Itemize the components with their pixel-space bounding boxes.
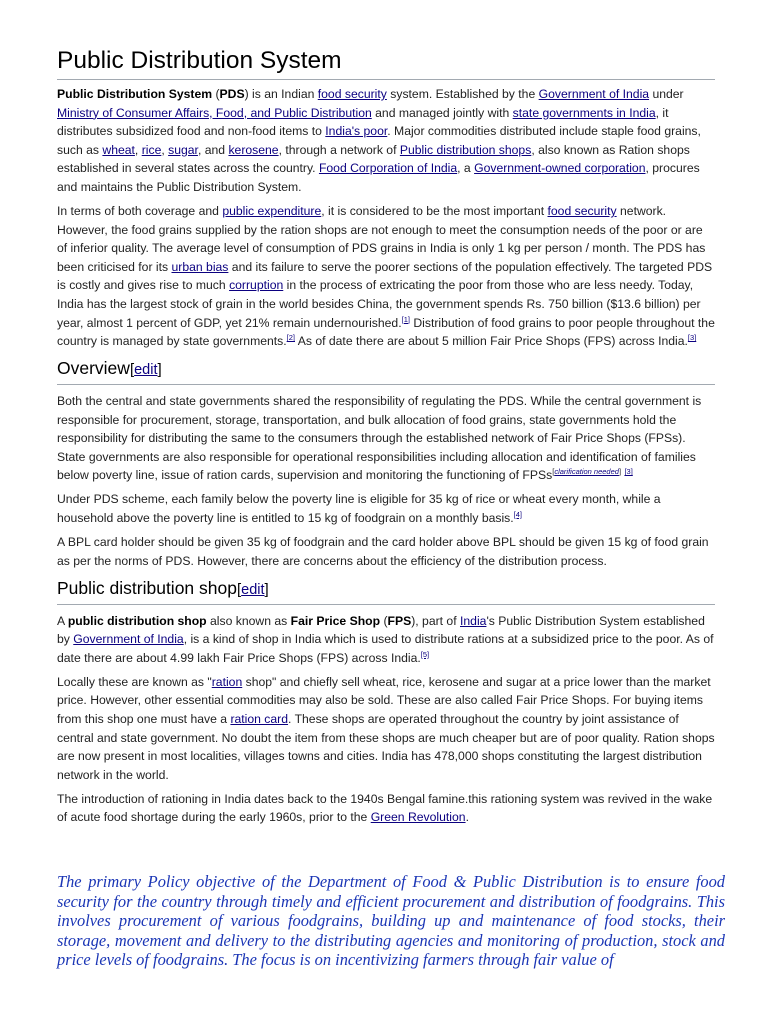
link-ration[interactable]: ration <box>211 674 243 689</box>
intro-paragraph <box>57 85 715 197</box>
bold-term: Fair Price Shop <box>290 613 381 628</box>
link-public-expenditure[interactable]: public expenditure <box>222 203 322 218</box>
link-green-revolution[interactable]: Green Revolution <box>370 810 466 825</box>
citation <box>402 315 410 324</box>
text: also known as <box>206 613 291 628</box>
text: , and <box>197 142 229 157</box>
text: . These shops are operated throughout the country by joint assistance of central and state government. No doubt the item from these shops are much cheaper but are of poor quality. Ration shops are now present in most localities, villages towns and cities. India has 478,000 shops constituting the largest distribution network in the world. <box>57 711 715 782</box>
text: A BPL card holder should be given 35 kg of foodgrain and the card holder above BPL should be given 15 kg of food grain as per the norms of PDS. However, there are concerns about the efficiency of the distribution process. <box>57 535 709 568</box>
link-government-of-india[interactable]: Government of India <box>538 87 650 101</box>
edit-bracket: ] <box>157 361 162 379</box>
text: and its failure to serve the poorer sections of the population effectively. The targeted PDS is costly and gives rise to much <box>57 259 713 293</box>
link-corruption[interactable]: corruption <box>229 278 284 293</box>
text: . <box>465 810 469 825</box>
text: , it distributes subsidized food and non-food items to <box>57 105 669 139</box>
section-heading-overview <box>57 356 715 385</box>
text: network. However, the food grains supplied by the ration shops are not enough to meet the consumption needs of the poor or are of inferior quality. The average level of consumption of PDS grains in India is only 1 kg per person / month. The PDS has been criticised for its <box>57 203 706 274</box>
text: A <box>57 613 68 628</box>
citation-link[interactable]: [3] <box>687 333 697 343</box>
link-food-corporation[interactable]: Food Corporation of India <box>318 161 458 176</box>
rationing-history-paragraph <box>57 790 715 827</box>
link-rice[interactable]: rice <box>141 142 162 157</box>
text: , procures and maintains the Public Distribution System. <box>57 161 700 194</box>
bpl-paragraph <box>57 533 715 570</box>
citation-link[interactable]: [5] <box>420 649 430 659</box>
shop-paragraph <box>57 612 715 668</box>
text: In terms of both coverage and <box>57 203 223 218</box>
citation-link[interactable]: [2] <box>286 333 295 343</box>
citation: [clarification needed] <box>552 467 622 477</box>
text: shop" and chiefly sell wheat, rice, kerosene and sugar at a price lower than the market price. However, other essential commodities may also be sold. These are also called Fair Price Shops. For buying items from this shop one must have a <box>57 674 711 726</box>
link-sugar[interactable]: sugar <box>168 142 198 157</box>
citation-link[interactable]: [1] <box>401 314 410 324</box>
link-government-owned-corporation[interactable]: Government-owned corporation <box>474 161 646 176</box>
citation <box>287 333 295 342</box>
text: , it is considered to be the most important <box>321 203 548 218</box>
edit-bracket: [ <box>236 580 242 598</box>
citation <box>688 333 696 342</box>
link-food-security[interactable]: food security <box>547 203 617 218</box>
text: . Major commodities distributed include staple food grains, such as <box>57 124 701 157</box>
citation <box>514 510 522 519</box>
ration-shop-paragraph <box>57 673 715 785</box>
text: , a <box>457 161 475 176</box>
link-government-of-india[interactable]: Government of India <box>73 632 184 647</box>
link-urban-bias[interactable]: urban bias <box>171 259 229 274</box>
citation-link[interactable]: [4] <box>513 510 522 520</box>
text: ( <box>212 87 220 101</box>
overview-paragraph <box>57 392 715 485</box>
text: ), part of <box>411 613 460 628</box>
edit-link[interactable]: edit <box>241 581 265 598</box>
text: , also known as Ration shops established in several states across the country. <box>57 142 690 176</box>
link-public-distribution-shops[interactable]: Public distribution shops <box>399 142 532 157</box>
text: and managed jointly with <box>371 105 513 120</box>
link-ration-card[interactable]: ration card <box>230 711 289 726</box>
section-heading-shop <box>57 576 715 605</box>
page-title: Public Distribution System <box>57 46 715 80</box>
link-indias-poor[interactable]: India's poor <box>325 124 388 139</box>
text: system. Established by the <box>386 87 539 101</box>
link-india[interactable]: India <box>460 613 487 628</box>
citation-link[interactable]: [3] <box>624 467 633 477</box>
text: in the process of extricating the poor from those who are less needy. Today, India has the largest stock of grain in the world besides China, the government spends Rs. 750 billion ($13.6 billion) per year, almost 1 percent of GDP, yet 21% remain undernourished. <box>57 278 701 330</box>
text: , through a network of <box>278 142 400 157</box>
edit-link[interactable]: edit <box>134 362 158 379</box>
link-wheat[interactable]: wheat <box>102 142 135 157</box>
edit-bracket: ] <box>264 580 269 598</box>
policy-objective-quote: The primary Policy objective of the Department of Food & Public Distribution is to ensure food security for the country through timely and efficient procurement and distribution of foodgrains. This involves procurement of various foodgrains, building up and maintenance of food stocks, their storage, movement and delivery to the distributing agencies and monitoring of production, stock and price levels of foodgrains. The focus is on incentivizing farmers through fair value of <box>57 872 725 970</box>
coverage-paragraph <box>57 202 715 351</box>
bold-term: FPS <box>387 613 412 628</box>
text: The introduction of rationing in India dates back to the 1940s Bengal famine.this rationing system was revived in the wake of acute food shortage during the early 1960s, prior to the <box>57 791 713 825</box>
pds-scheme-paragraph <box>57 490 715 527</box>
clarification-needed-link[interactable] <box>552 467 622 477</box>
section-heading-text: Public distribution shop <box>57 577 237 598</box>
link-state-governments[interactable]: state governments in India <box>512 105 656 120</box>
link-food-security[interactable]: food security <box>317 87 387 101</box>
section-heading-text: Overview <box>57 358 130 379</box>
citation <box>624 467 632 476</box>
clarification-text: clarification needed <box>554 467 619 477</box>
text: , <box>161 142 169 157</box>
text: Under PDS scheme, each family below the poverty line is eligible for 35 kg of rice or wheat every month, while a household above the poverty line is entitled to 15 kg of foodgrain on a monthly basis. <box>57 492 661 526</box>
text: As of date there are about 5 million Fair Price Shops (FPS) across India. <box>295 334 688 349</box>
text: Both the central and state governments shared the responsibility of regulating the PDS. While the central government is responsible for procurement, storage, transportation, and bulk allocation of food grains, state governments hold the responsibility for distributing the same to the consumers through the established network of Fair Price Shops (FPSs). State governments are also responsible for operational responsibilities including allocation and identification of families below poverty line, issue of ration cards, supervision and monitoring the functioning of FPSs <box>57 394 702 483</box>
link-kerosene[interactable]: kerosene <box>228 142 279 157</box>
text: , is a kind of shop in India which is used to distribute rations at a subsidized price to the poor. As of date there are about 4.99 lakh Fair Price Shops (FPS) across India. <box>57 632 714 665</box>
citation <box>421 650 429 659</box>
article-body <box>57 46 715 832</box>
bold-term: PDS <box>219 87 245 101</box>
text: , <box>134 142 142 157</box>
text: ( <box>380 613 388 628</box>
text: 's Public Distribution System established by <box>57 613 705 647</box>
text: Distribution of food grains to poor people throughout the country is managed by state governments. <box>57 315 715 349</box>
edit-bracket: [ <box>129 361 135 379</box>
text: under <box>649 87 684 101</box>
text: ) is an Indian <box>244 87 318 101</box>
bold-term: public distribution shop <box>67 613 207 628</box>
text: Locally these are known as " <box>57 674 212 689</box>
bold-term: Public Distribution System <box>57 87 213 101</box>
link-ministry[interactable]: Ministry of Consumer Affairs, Food, and Public Distribution <box>57 105 372 120</box>
